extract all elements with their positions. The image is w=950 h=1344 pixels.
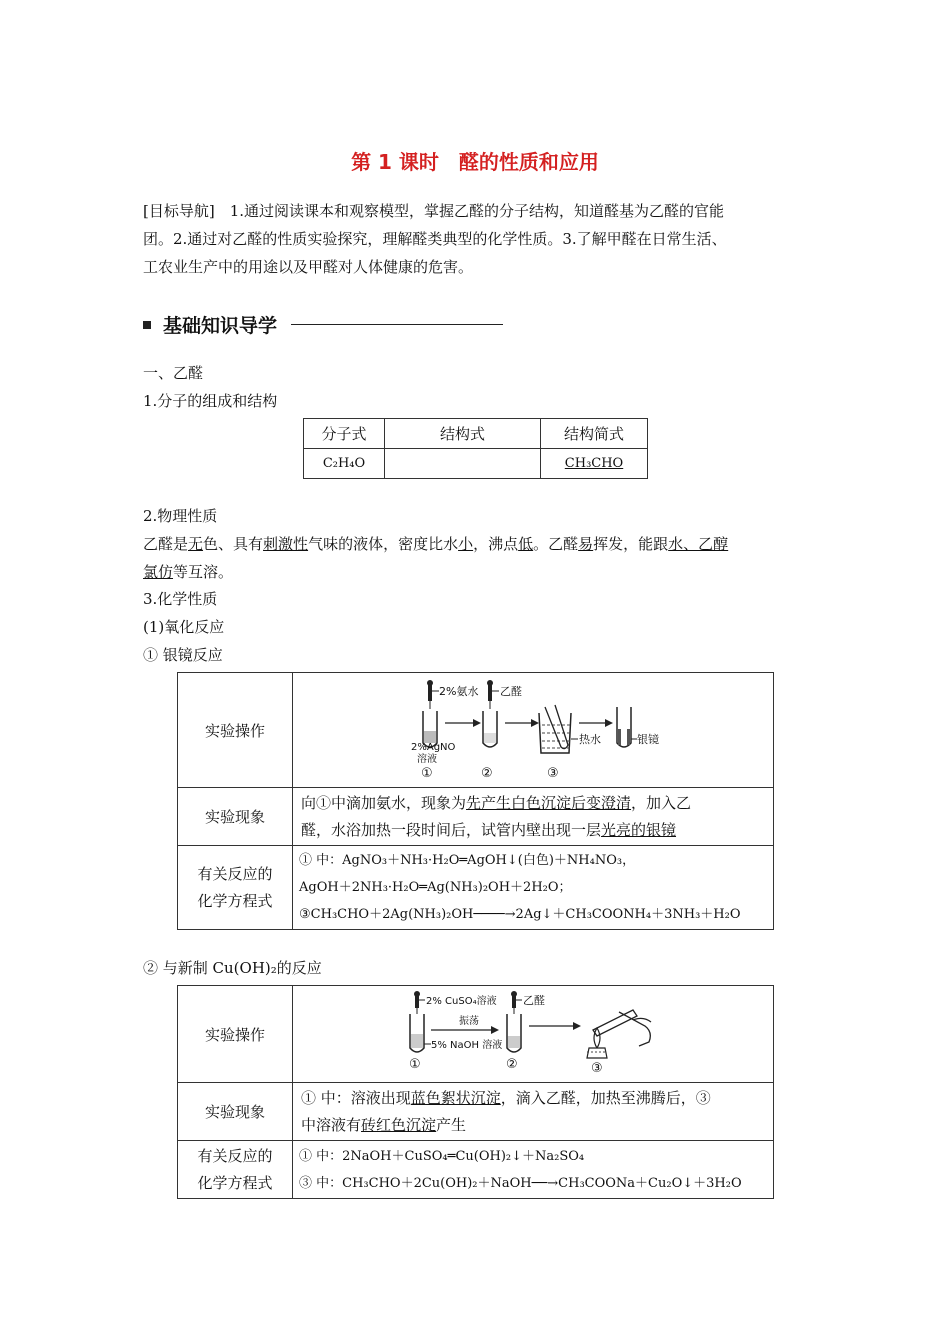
- silver-mirror-table: [177, 672, 774, 930]
- text: 色、具有: [203, 535, 264, 553]
- dropper-icon: [414, 991, 420, 1014]
- table-header: 结构式: [385, 419, 541, 449]
- answer: 无: [188, 535, 204, 553]
- subheading-physical: 2.物理性质: [143, 507, 218, 525]
- step-number: ①: [409, 1057, 421, 1072]
- answer: 先产生白色沉淀后变澄清: [466, 793, 632, 812]
- fig-label: 溶液: [417, 754, 437, 765]
- step-number: ①: [421, 766, 433, 781]
- page-title: 第 1 课时 醛的性质和应用: [351, 150, 599, 174]
- equation: ③CH₃CHO＋2Ag(NH₃)₂OH────→2Ag↓＋CH₃COONH₄＋3NH₃＋H₂O: [299, 907, 741, 922]
- table-header: 分子式: [304, 419, 385, 449]
- dropper-icon: [511, 991, 517, 1014]
- equation: ① 中：2NaOH＋CuSO₄═Cu(OH)₂↓＋Na₂SO₄: [299, 1148, 585, 1164]
- table-header: 结构简式: [541, 419, 648, 449]
- text: ① 中：溶液出现: [301, 1088, 411, 1107]
- subheading-chemical: 3.化学性质: [143, 590, 218, 608]
- obs-label: 实验现象: [178, 788, 293, 846]
- answer: 氯仿: [143, 563, 174, 581]
- table-cell: C₂H₄O: [304, 449, 385, 479]
- fig-label: 2% CuSO₄溶液: [426, 996, 497, 1007]
- eq-label-1: 有关反应的: [197, 1146, 273, 1165]
- text: 产生: [436, 1115, 467, 1134]
- answer: 光亮的银镜: [601, 820, 677, 839]
- fig-label: 2%氨水: [439, 685, 479, 698]
- section-heading-text: 基础知识导学: [163, 315, 278, 337]
- learning-goals: [143, 197, 811, 281]
- structure-table: [303, 418, 648, 479]
- goals-line-3: 工农业生产中的用途以及甲醛对人体健康的危害。: [143, 258, 474, 276]
- equation: AgOH＋2NH₃·H₂O═Ag(NH₃)₂OH＋2H₂O；: [299, 880, 572, 895]
- fig-label: 5% NaOH 溶液: [431, 1040, 503, 1051]
- dropper-icon: [427, 680, 433, 709]
- beaker-icon: [539, 705, 571, 753]
- table-cell: CH₃CHO: [564, 456, 624, 471]
- subheading-copper-hydroxide: ② 与新制 Cu(OH)₂的反应: [143, 959, 322, 977]
- step-number: ③: [547, 766, 559, 781]
- goals-line-1: [目标导航] 1.通过阅读课本和观察模型，掌握乙醛的分子结构，知道醛基为乙醛的官能: [143, 202, 725, 220]
- text: 中溶液有: [301, 1115, 362, 1134]
- text: 。乙醛: [533, 535, 579, 553]
- cu-figure-cell: [293, 986, 774, 1083]
- equation: ③ 中：CH₃CHO＋2Cu(OH)₂＋NaOH──→CH₃COONa＋Cu₂O↓＋3H₂O: [299, 1175, 742, 1191]
- subheading-acetaldehyde: 一、乙醛: [143, 364, 204, 382]
- text: ，滴入乙醛，加热至沸腾后，③: [500, 1088, 711, 1107]
- subheading-structure: 1.分子的组成和结构: [143, 392, 278, 410]
- eq-label: [178, 1141, 293, 1199]
- subheading-silver-mirror: ① 银镜反应: [143, 646, 223, 664]
- text: 醛，水浴加热一段时间后，试管内壁出现一层: [301, 820, 602, 839]
- op-label: 实验操作: [178, 986, 293, 1083]
- eq-label-2: 化学方程式: [197, 1173, 273, 1192]
- text: ，加入乙: [631, 793, 692, 812]
- section-heading: [143, 311, 503, 338]
- text: ，沸点: [473, 535, 519, 553]
- cu-observation: [293, 1083, 774, 1141]
- cu-equations: [293, 1141, 774, 1199]
- eq-label-2: 化学方程式: [197, 891, 273, 910]
- answer: 易: [578, 535, 594, 553]
- answer: 蓝色絮状沉淀: [410, 1088, 501, 1107]
- subheading-oxidation: (1)氧化反应: [143, 618, 225, 636]
- answer: 低: [518, 535, 534, 553]
- fig-label: 振荡: [459, 1016, 479, 1027]
- fig-label: 热水: [579, 733, 601, 746]
- fig-label: 2%AgNO: [411, 742, 456, 753]
- silver-observation: [293, 788, 774, 846]
- silver-equations: [293, 846, 774, 930]
- fig-label: 银镜: [637, 733, 659, 746]
- fig-label: 乙醛: [500, 685, 522, 698]
- answer: 水、乙醇: [668, 535, 729, 553]
- text: 挥发，能跟: [593, 535, 669, 553]
- text: 等互溶。: [173, 563, 234, 581]
- silver-figure-cell: [293, 673, 774, 788]
- copper-hydroxide-table: [177, 985, 774, 1199]
- dropper-icon: [487, 680, 493, 709]
- text: 气味的液体，密度比水: [308, 535, 459, 553]
- fig-label: 乙醛: [523, 994, 545, 1007]
- eq-label: [178, 846, 293, 930]
- text: 乙醛是: [143, 535, 189, 553]
- test-tube-holder-icon: [593, 1010, 651, 1046]
- table-cell: [385, 449, 541, 479]
- eq-label-1: 有关反应的: [197, 864, 273, 883]
- goals-line-2: 团。2.通过对乙醛的性质实验探究，理解醛类典型的化学性质。3.了解甲醛在日常生活、: [143, 230, 727, 248]
- copper-hydroxide-diagram: [293, 986, 663, 1078]
- answer: 砖红色沉淀: [361, 1115, 437, 1134]
- silver-mirror-diagram: [293, 673, 663, 783]
- step-number: ②: [506, 1057, 518, 1072]
- step-number: ③: [591, 1061, 603, 1076]
- physical-properties: [143, 530, 811, 586]
- section-rule: [291, 324, 503, 325]
- step-number: ②: [481, 766, 493, 781]
- op-label: 实验操作: [178, 673, 293, 788]
- text: 向①中滴加氨水，现象为: [301, 793, 467, 812]
- answer: 小: [458, 535, 474, 553]
- section-square-icon: [143, 321, 151, 329]
- answer: 刺激性: [263, 535, 309, 553]
- equation: ① 中：AgNO₃＋NH₃·H₂O═AgOH↓(白色)＋NH₄NO₃，: [299, 853, 636, 868]
- obs-label: 实验现象: [178, 1083, 293, 1141]
